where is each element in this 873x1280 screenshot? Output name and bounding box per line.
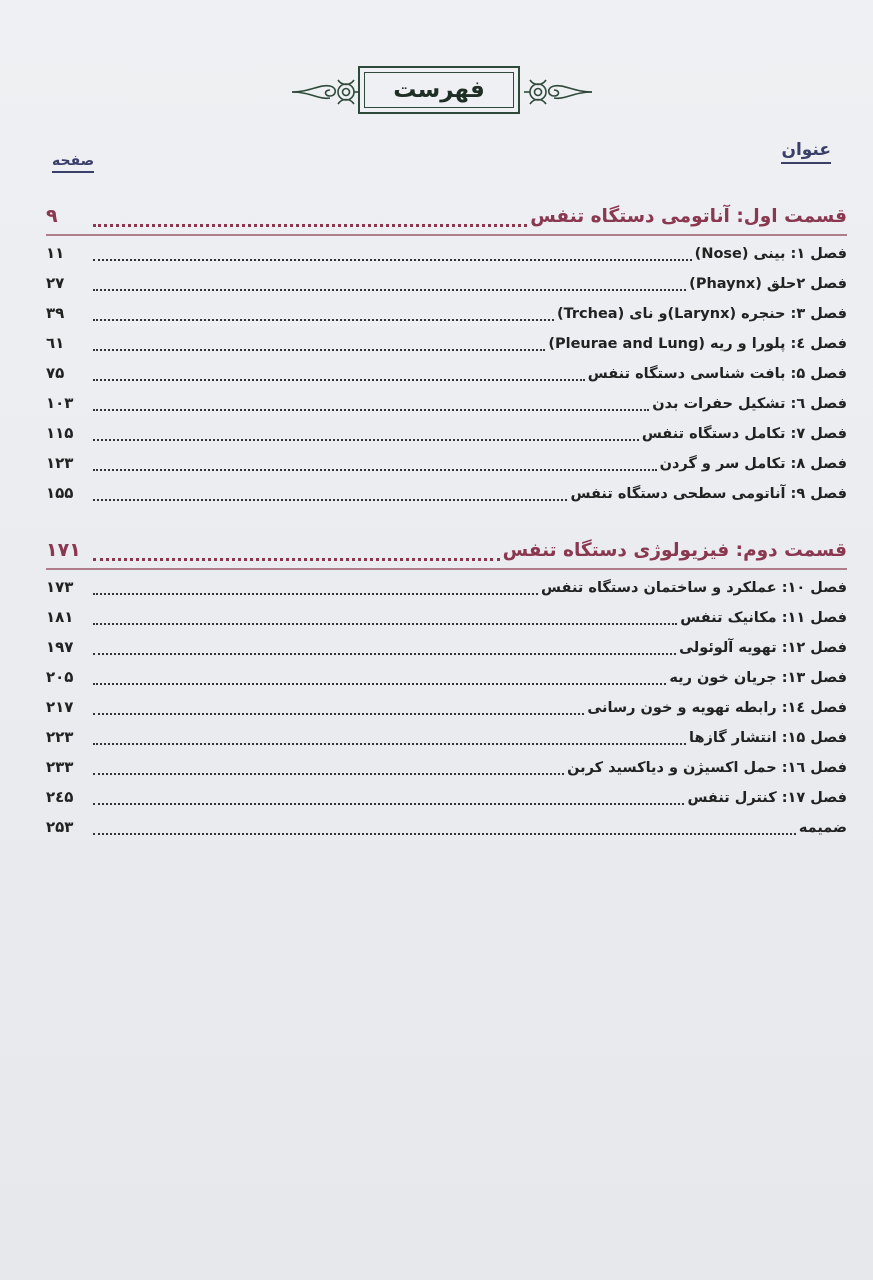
column-header-title: عنوان <box>781 140 831 164</box>
toc-entry[interactable] <box>46 268 847 298</box>
entry-page-number: ۷۵ <box>46 364 65 382</box>
entry-page-number: ۲۷ <box>46 274 65 292</box>
leader-dots <box>93 773 564 775</box>
entry-page-number: ۱۹۷ <box>46 638 74 656</box>
toc-entry[interactable] <box>46 238 847 268</box>
table-of-contents <box>46 198 847 842</box>
leader-dots <box>93 593 538 595</box>
title-frame <box>358 66 520 114</box>
entry-title: فصل ۹: آناتومی سطحی دستگاه تنفس <box>570 486 847 502</box>
toc-entry[interactable] <box>46 722 847 752</box>
entry-title: فصل ۱۱: مکانیک تنفس <box>680 610 847 626</box>
entry-title: فصل ۱۳: جریان خون ریه <box>669 670 847 686</box>
leader-dots <box>93 653 676 655</box>
toc-entry[interactable] <box>46 602 847 632</box>
floral-ornament-icon <box>290 72 362 112</box>
part-page-number: ۱۷۱ <box>46 539 81 561</box>
part-title: قسمت دوم: فیزیولوژی دستگاه تنفس <box>502 540 847 561</box>
toc-entry[interactable] <box>46 448 847 478</box>
entry-title: فصل ۲حلق (Phaynx) <box>689 276 847 292</box>
leader-dots <box>93 259 692 261</box>
entry-title: فصل ۱۷: کنترل تنفس <box>687 790 847 806</box>
toc-entry[interactable] <box>46 632 847 662</box>
entry-page-number: ٦۱ <box>46 334 65 352</box>
toc-entry[interactable] <box>46 572 847 602</box>
entry-title: فصل ۱: بینی (Nose) <box>694 246 847 262</box>
entry-title: فصل ۳: حنجره (Larynx)و نای (Trchea) <box>556 306 847 322</box>
toc-entry[interactable] <box>46 298 847 328</box>
entry-page-number: ۱۱۵ <box>46 424 74 442</box>
entry-title: فصل ٦: تشکیل حفرات بدن <box>652 396 847 412</box>
entry-title: فصل ۱٤: رابطه تهویه و خون رسانی <box>587 700 847 716</box>
toc-entry[interactable] <box>46 418 847 448</box>
leader-dots <box>93 224 527 227</box>
entry-page-number: ۱۸۱ <box>46 608 74 626</box>
entry-title: فصل ۸: تکامل سر و گردن <box>659 456 847 472</box>
entry-page-number: ۲۰۵ <box>46 668 74 686</box>
toc-entry[interactable] <box>46 328 847 358</box>
part-heading[interactable] <box>46 532 847 568</box>
entry-title: فصل ۱۵: انتشار گازها <box>689 730 847 746</box>
entry-page-number: ۲۵۳ <box>46 818 74 836</box>
toc-entry[interactable] <box>46 692 847 722</box>
leader-dots <box>93 683 666 685</box>
section-gap <box>46 508 847 532</box>
leader-dots <box>93 803 684 805</box>
leader-dots <box>93 319 554 321</box>
entry-page-number: ۱۷۳ <box>46 578 74 596</box>
leader-dots <box>93 743 686 745</box>
toc-entry[interactable] <box>46 752 847 782</box>
toc-entry[interactable] <box>46 782 847 812</box>
entry-title: فصل ۱۲: تهویه آلوئولی <box>679 640 847 656</box>
part-heading[interactable] <box>46 198 847 234</box>
toc-entry[interactable] <box>46 388 847 418</box>
entry-title: فصل ٤: پلورا و ریه (Pleurae and Lung) <box>548 336 847 352</box>
entry-page-number: ۲٤۵ <box>46 788 74 806</box>
part-title: قسمت اول: آناتومی دستگاه تنفس <box>530 206 847 227</box>
entry-page-number: ۱۲۳ <box>46 454 74 472</box>
entry-page-number: ۱۰۳ <box>46 394 74 412</box>
entry-title: فصل ۱٦: حمل اکسیژن و دیاکسید کربن <box>567 760 847 776</box>
part-page-number: ۹ <box>46 205 58 227</box>
leader-dots <box>93 623 677 625</box>
leader-dots <box>93 379 585 381</box>
leader-dots <box>93 833 796 835</box>
toc-entry[interactable] <box>46 358 847 388</box>
entry-page-number: ۱۵۵ <box>46 484 74 502</box>
column-header-page: صفحه <box>52 153 94 173</box>
floral-ornament-icon <box>522 72 594 112</box>
entry-page-number: ۱۱ <box>46 244 65 262</box>
title-banner <box>290 66 585 118</box>
page-title: فهرست <box>393 77 485 103</box>
toc-entry[interactable] <box>46 478 847 508</box>
leader-dots <box>93 409 649 411</box>
entry-title: فصل ۷: تکامل دستگاه تنفس <box>641 426 847 442</box>
entry-page-number: ۳۹ <box>46 304 65 322</box>
leader-dots <box>93 558 500 561</box>
leader-dots <box>93 439 639 441</box>
entry-page-number: ۲۱۷ <box>46 698 74 716</box>
entry-title: فصل ۵: بافت شناسی دستگاه تنفس <box>587 366 847 382</box>
leader-dots <box>93 713 584 715</box>
toc-entry[interactable] <box>46 812 847 842</box>
entry-title: فصل ۱۰: عملکرد و ساختمان دستگاه تنفس <box>541 580 847 596</box>
toc-entry[interactable] <box>46 662 847 692</box>
leader-dots <box>93 349 545 351</box>
leader-dots <box>93 499 567 501</box>
leader-dots <box>93 289 686 291</box>
leader-dots <box>93 469 657 471</box>
entry-page-number: ۲۳۳ <box>46 758 74 776</box>
entry-title: ضمیمه <box>798 820 847 836</box>
entry-page-number: ۲۲۳ <box>46 728 74 746</box>
